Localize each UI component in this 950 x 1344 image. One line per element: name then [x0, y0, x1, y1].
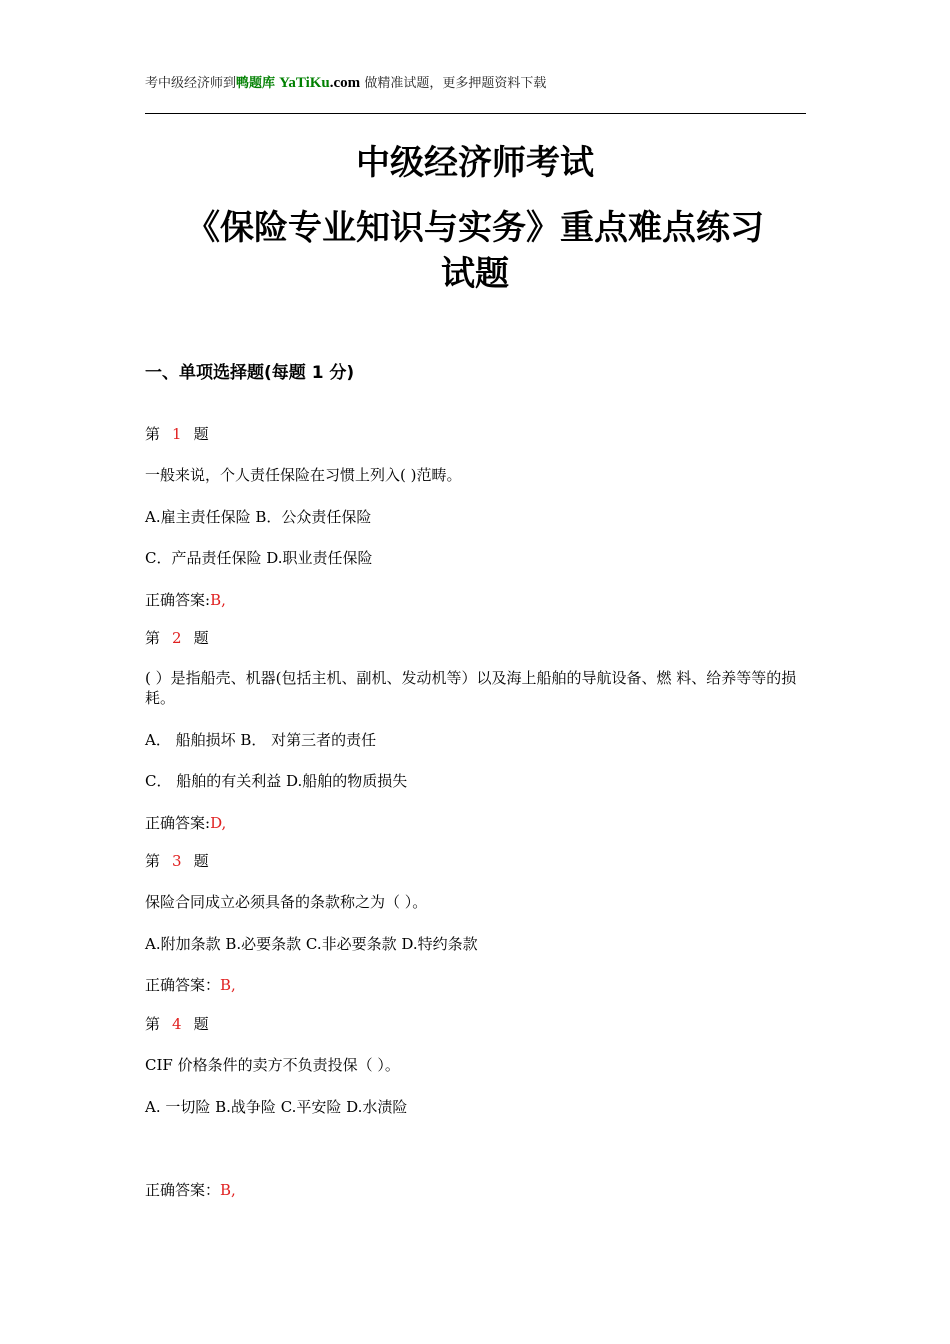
- q-prefix: 第: [145, 1015, 161, 1033]
- answer-label: 正确答案:: [145, 591, 211, 609]
- question-1-options-2: C．产品责任保险 D.职业责任保险: [145, 549, 373, 567]
- question-1-options-1: A.雇主责任保险 B．公众责任保险: [145, 508, 372, 526]
- question-1-number: 1: [172, 425, 182, 443]
- answer-label: 正确答案:: [145, 814, 211, 832]
- q-suffix: 题: [193, 852, 209, 870]
- title-line-2-text: 《保险专业知识与实务》重点难点练习: [186, 208, 764, 248]
- answer-value: D,: [210, 814, 227, 832]
- question-1-stem: 一般来说，个人责任保险在习惯上列入( )范畴。: [145, 466, 462, 484]
- question-4-label: [145, 1013, 209, 1034]
- q-prefix: 第: [145, 629, 161, 647]
- question-2-label: [145, 627, 209, 648]
- question-3-answer: [145, 974, 236, 995]
- header-brand: 鸭题库: [236, 76, 276, 91]
- question-1-label: [145, 423, 209, 444]
- title-line-2: [140, 205, 810, 297]
- question-3-stem: 保险合同成立必须具备的条款称之为（ ）。: [145, 893, 428, 911]
- header-site-domain: .com: [329, 75, 361, 91]
- q-suffix: 题: [193, 425, 209, 443]
- header-prefix: 考中级经济师到: [145, 76, 237, 91]
- answer-value: B,: [220, 976, 236, 994]
- question-4-number: 4: [172, 1015, 182, 1033]
- question-3-label: [145, 850, 209, 871]
- answer-value: B,: [220, 1181, 236, 1199]
- page-header: [145, 72, 546, 92]
- title-line-3-text: 试题: [441, 254, 509, 294]
- answer-label: 正确答案：: [145, 1181, 221, 1199]
- q-suffix: 题: [193, 1015, 209, 1033]
- question-3-number: 3: [172, 852, 182, 870]
- question-3-options-1: A.附加条款 B.必要条款 C.非必要条款 D.特约条款: [145, 935, 478, 953]
- section-heading: 一、单项选择题(每题 1 分): [145, 363, 355, 383]
- question-4-stem: CIF 价格条件的卖方不负责投保（ ）。: [145, 1056, 400, 1074]
- header-rule: [145, 113, 806, 114]
- q-suffix: 题: [193, 629, 209, 647]
- answer-value: B,: [210, 591, 226, 609]
- header-site-green: YaTiKu: [279, 75, 330, 91]
- answer-label: 正确答案：: [145, 976, 221, 994]
- question-2-number: 2: [172, 629, 182, 647]
- question-4-answer: [145, 1179, 236, 1200]
- header-site-link[interactable]: [279, 75, 360, 91]
- question-2-stem: ( ）是指船壳、机器(包括主机、副机、发动机等）以及海上船舶的导航设备、燃 料、给养等等的损耗。: [145, 669, 797, 707]
- question-4-options-1: A. 一切险 B.战争险 C.平安险 D.水渍险: [145, 1098, 408, 1116]
- question-2-options-2: C． 船舶的有关利益 D.船舶的物质损失: [145, 772, 408, 790]
- question-1-answer: [145, 589, 226, 610]
- title-line-1: 中级经济师考试: [356, 143, 594, 183]
- q-prefix: 第: [145, 852, 161, 870]
- q-prefix: 第: [145, 425, 161, 443]
- header-suffix: 做精准试题，更多押题资料下载: [364, 76, 547, 91]
- question-2-options-1: A． 船舶损坏 B． 对第三者的责任: [145, 731, 377, 749]
- question-2-answer: [145, 812, 226, 833]
